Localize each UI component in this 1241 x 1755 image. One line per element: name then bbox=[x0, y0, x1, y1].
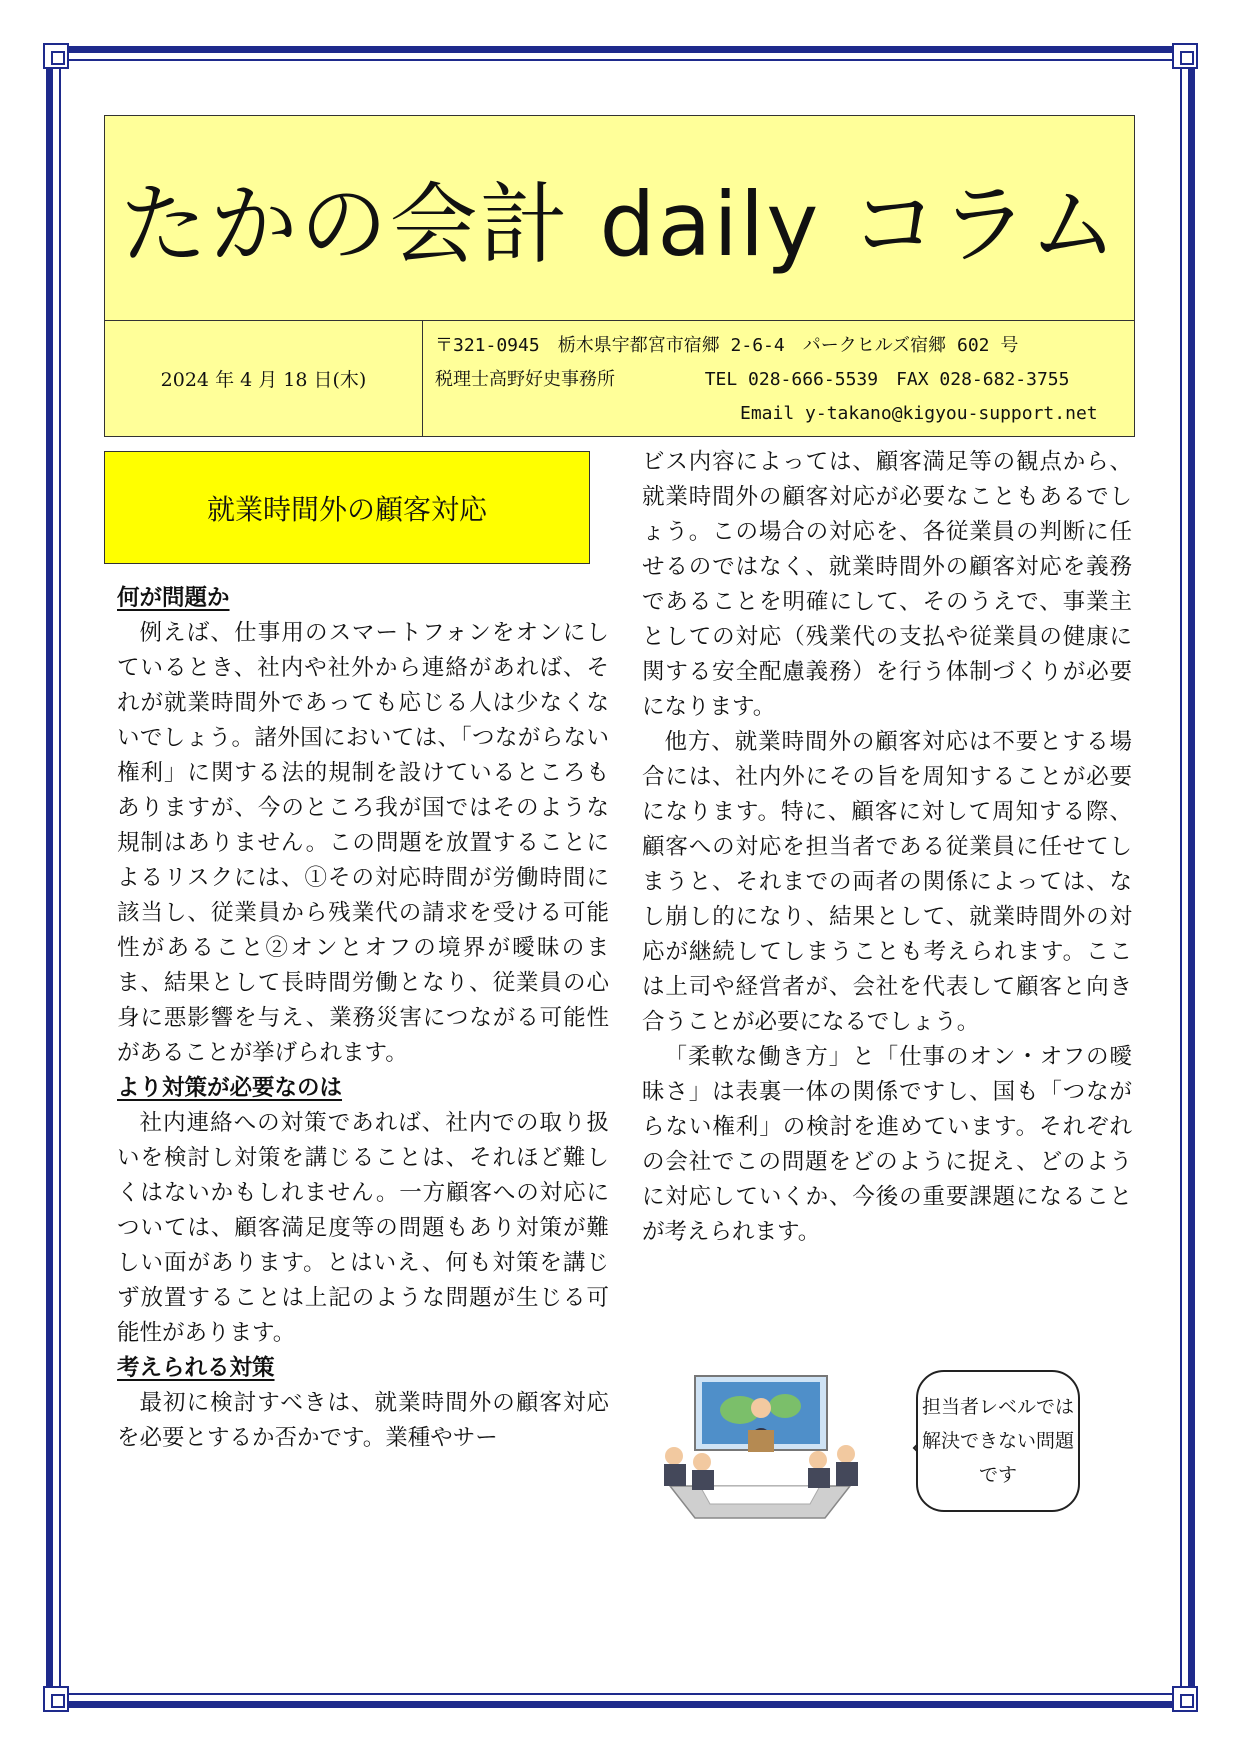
paragraph: 「柔軟な働き方」と「仕事のオン・オフの曖昧さ」は表裏一体の関係ですし、国も「つながらない権利」の検討を進めています。それぞれの会社でこの問題をどのように捉え、どのように対応していくか、今後の重要課題になることが考えられます。 bbox=[642, 1044, 1132, 1245]
section-heading: 考えられる対策 bbox=[117, 1355, 275, 1381]
corner-ornament-tr bbox=[1172, 43, 1198, 69]
newsletter-title: たかの会計 daily コラム bbox=[105, 116, 1134, 321]
contact-info bbox=[435, 329, 1125, 431]
address: 〒321-0945 栃木県宇都宮市宿郷 2-6-4 パークヒルズ宿郷 602 号 bbox=[435, 335, 1019, 356]
corner-ornament-br bbox=[1172, 1686, 1198, 1712]
speech-bubble: 担当者レベルでは解決できない問題です bbox=[916, 1370, 1080, 1512]
office-and-phone bbox=[435, 363, 1125, 397]
tel-fax: TEL 028-666-5539 FAX 028-682-3755 bbox=[704, 369, 1070, 390]
office-name: 税理士高野好史事務所 bbox=[435, 369, 615, 390]
header-box bbox=[104, 115, 1135, 437]
paragraph-continued: ビス内容によっては、顧客満足等の観点から、就業時間外の顧客対応が必要なこともあるでしょう。この場合の対応を、各従業員の判断に任せるのではなく、就業時間外の顧客対応を義務であることを明確にして、そのうえで、事業主としての対応（残業代の支払や従業員の健康に関する安全配慮義務）を行う体制づくりが必要になります。 bbox=[642, 449, 1132, 720]
corner-ornament-tl bbox=[43, 43, 69, 69]
article-headline: 就業時間外の顧客対応 bbox=[104, 451, 590, 564]
paragraph: 最初に検討すべきは、就業時間外の顧客対応を必要とするか否かです。業種やサー bbox=[117, 1390, 609, 1451]
paragraph: 社内連絡への対策であれば、社内での取り扱いを検討し対策を講じることは、それほど難しくはないかもしれません。一方顧客への対応については、顧客満足度等の問題もあり対策が難しい面があります。とはいえ、何も対策を講じず放置することは上記のような問題が生じる可能性があります。 bbox=[117, 1110, 609, 1346]
section-heading: より対策が必要なのは bbox=[117, 1075, 343, 1101]
corner-ornament-bl bbox=[43, 1686, 69, 1712]
email: Email y-takano@kigyou-support.net bbox=[740, 403, 1098, 424]
paragraph: 例えば、仕事用のスマートフォンをオンにしているとき、社内や社外から連絡があれば、それが就業時間外であっても応じる人は少なくないでしょう。諸外国においては、「つながらない権利」に関する法的規制を設けているところもありますが、今のところ我が国ではそのような規制はありません。この問題を放置することによるリスクには、①その対応時間が労働時間に該当し、従業員から残業代の請求を受ける可能性があること②オンとオフの境界が曖昧のまま、結果として長時間労働となり、従業員の心身に悪影響を与え、業務災害につながる可能性があることが挙げられます。 bbox=[117, 620, 609, 1066]
right-column bbox=[642, 445, 1132, 1250]
issue-date: 2024 年 4 月 18 日(木) bbox=[105, 321, 423, 436]
left-column bbox=[117, 581, 609, 1456]
section-heading: 何が問題か bbox=[117, 585, 230, 611]
paragraph: 他方、就業時間外の顧客対応は不要とする場合には、社内外にその旨を周知することが必要になります。特に、顧客に対して周知する際、顧客への対応を担当者である従業員に任せてしまうと、それまでの両者の関係によっては、なし崩し的になり、結果として、就業時間外の対応が継続してしまうことも考えられます。ここは上司や経営者が、会社を代表して顧客と向き合うことが必要になるでしょう。 bbox=[642, 729, 1132, 1035]
